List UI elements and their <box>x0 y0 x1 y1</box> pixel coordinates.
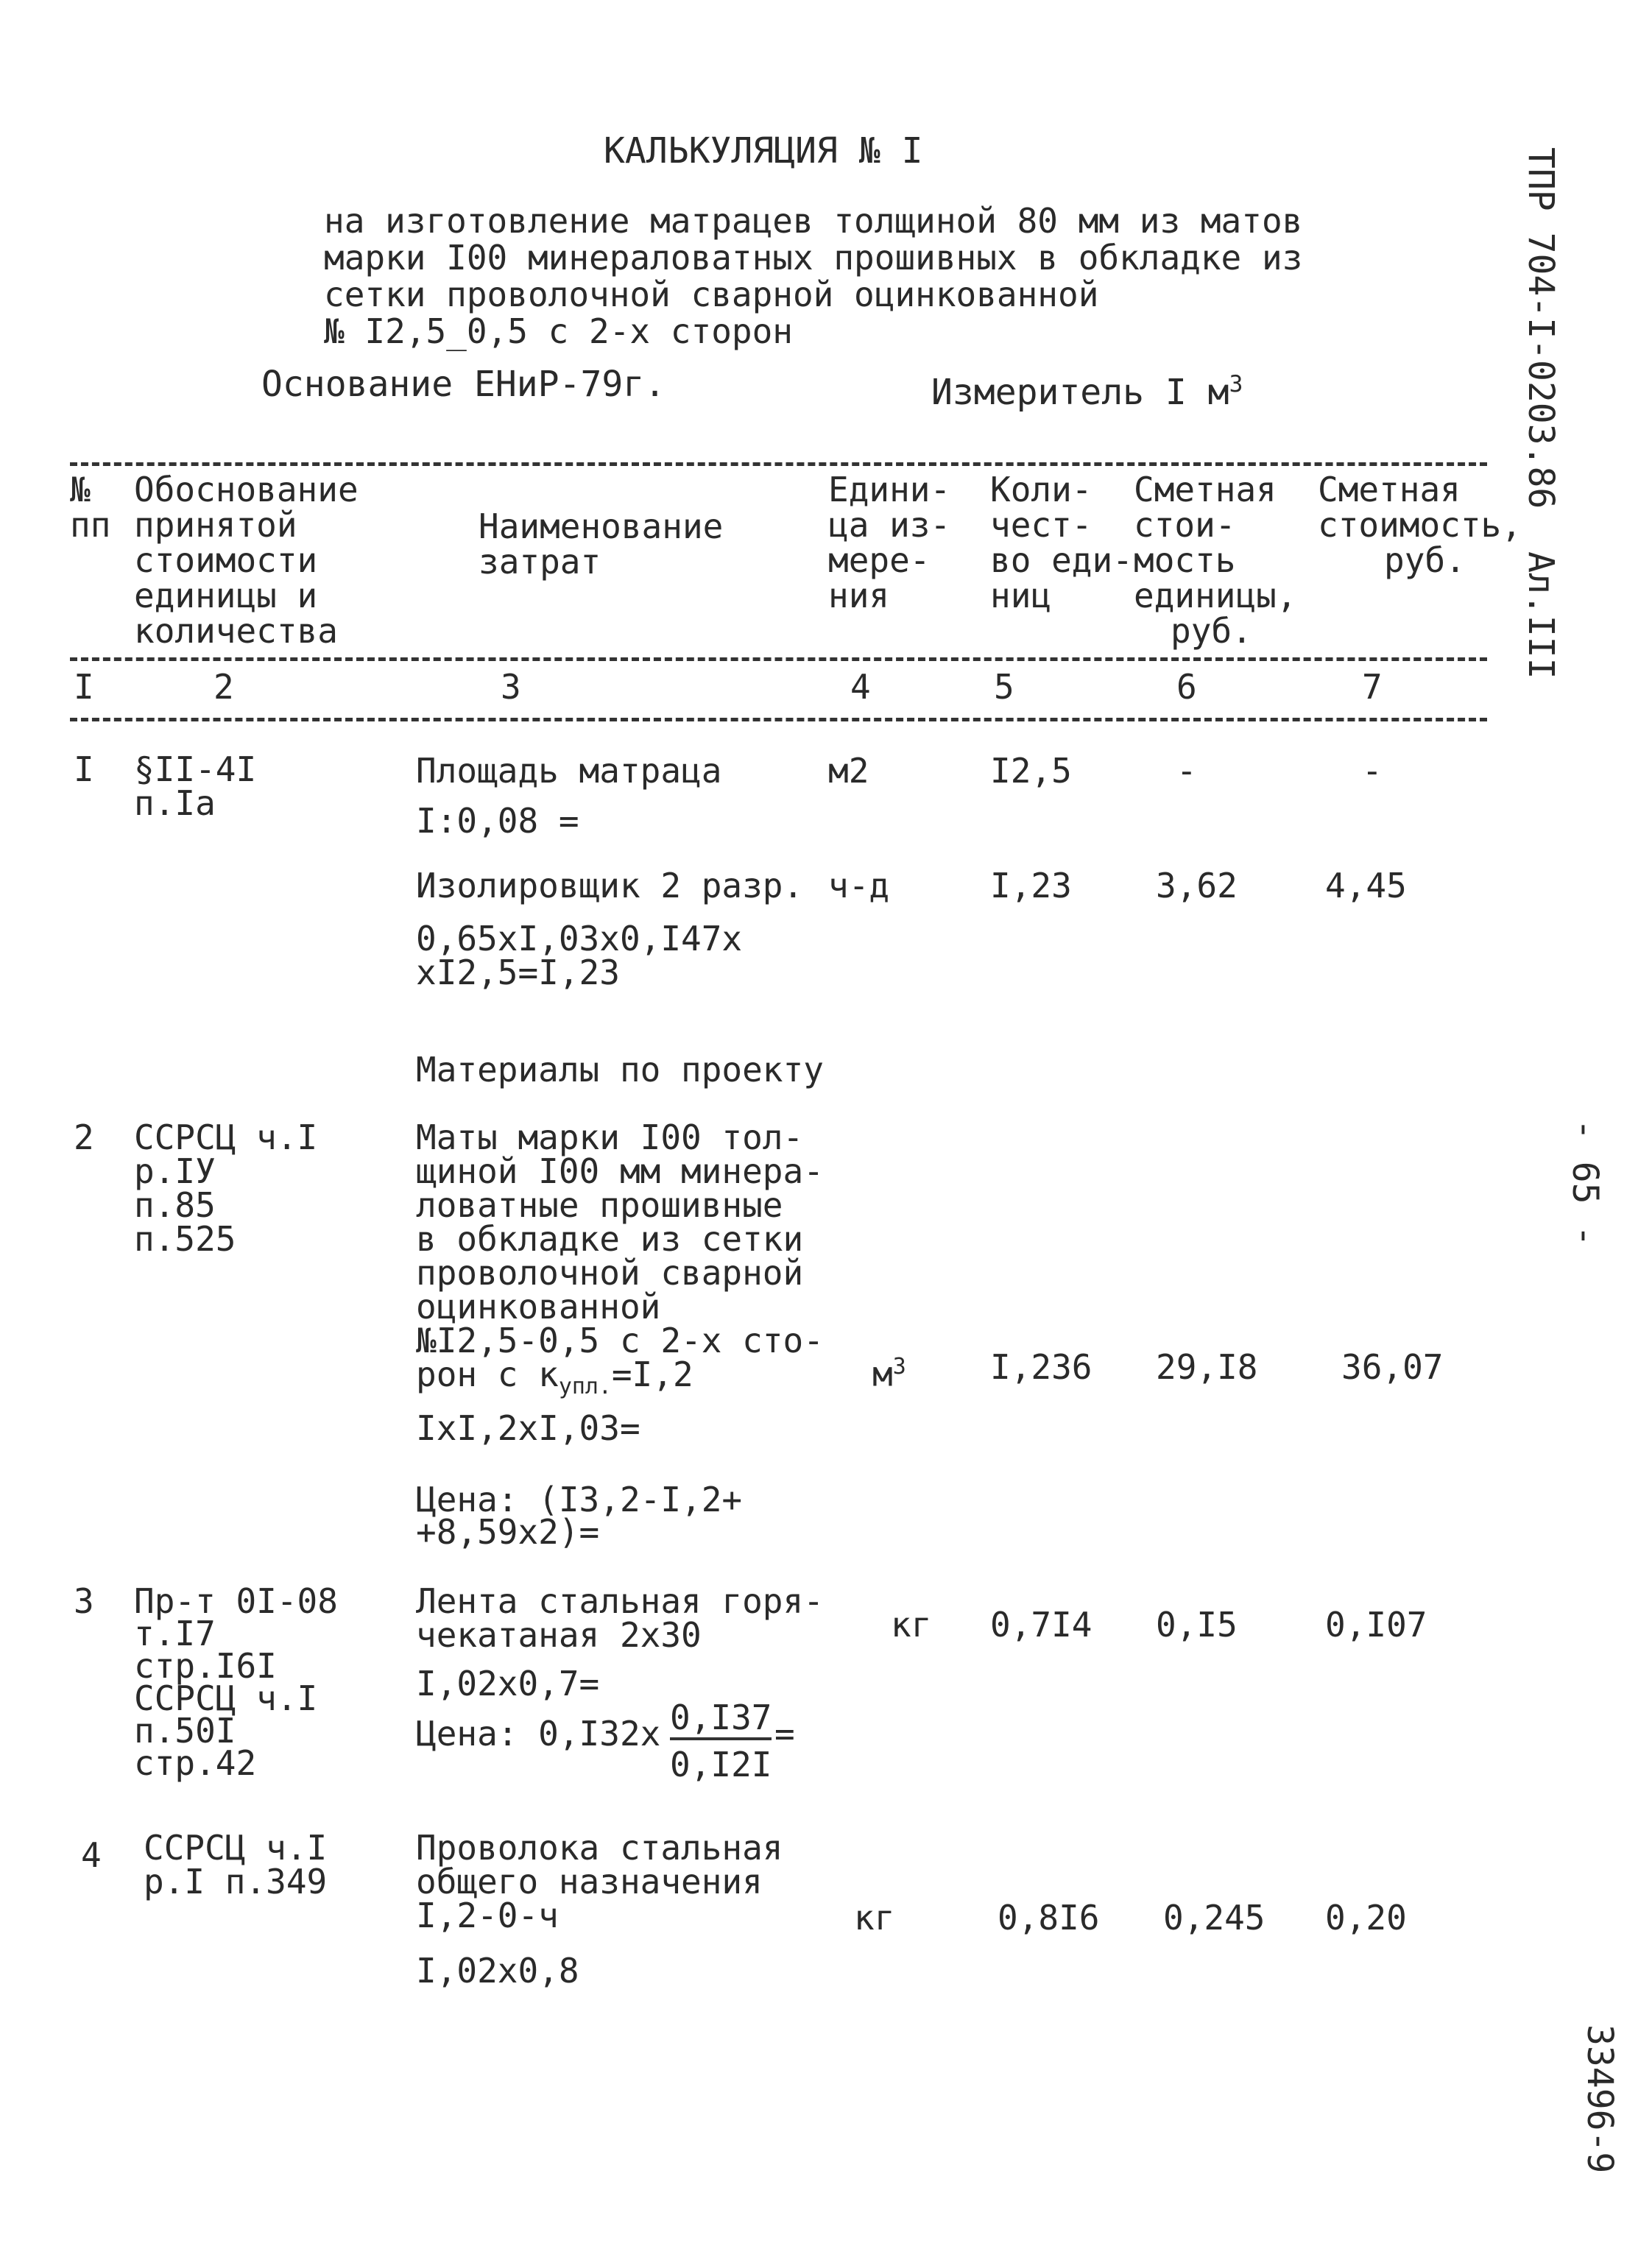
fraction-numerator: 0,I37 <box>670 1699 772 1740</box>
cost-item-name-line: рон с к <box>416 1355 559 1394</box>
row-basis-line: т.I7 <box>134 1614 216 1653</box>
header-cell-line: Сметная <box>1134 470 1277 509</box>
archive-number: 33496-9 <box>1579 2024 1620 2174</box>
row-number: 2 <box>74 1117 94 1157</box>
cost-item-cost: 0,I07 <box>1325 1605 1427 1645</box>
cost-item-name: чекатаная 2х30 <box>416 1615 702 1655</box>
cost-item-name: оцинкованной <box>416 1287 661 1327</box>
row-number: I <box>74 749 94 789</box>
row-basis-line: §II-4I <box>134 749 257 789</box>
header-rule <box>70 657 1487 661</box>
header-cell-line: единицы и <box>134 576 318 615</box>
cost-item-name-k <box>416 1356 693 1405</box>
unit-text: м <box>872 1354 893 1394</box>
unit-power: 3 <box>892 1354 906 1380</box>
compaction-value: =I,2 <box>611 1355 693 1394</box>
row-basis-line: р.IУ <box>134 1151 216 1191</box>
header-cell-line: Обоснование <box>134 470 359 509</box>
subtitle-line: на изготовление матрацев толщиной 80 мм из матов <box>324 201 1303 241</box>
row-basis-line: ССРСЦ ч.I <box>144 1828 328 1868</box>
table-top-rule <box>70 462 1487 466</box>
column-number: 5 <box>994 667 1014 707</box>
cost-item-calc: +8,59х2)= <box>416 1512 600 1552</box>
cost-item-calc: Цена: (I3,2-I,2+ <box>416 1480 743 1519</box>
header-cell-line: пп <box>70 505 111 545</box>
unit-measure-text: Измеритель I м <box>931 372 1229 413</box>
cost-item-name: I,2-0-ч <box>416 1896 559 1935</box>
header-cell-line: принятой <box>134 505 297 545</box>
header-cell-line: единицы, <box>1134 576 1297 615</box>
cost-item-name: Лента стальная горя- <box>416 1581 824 1621</box>
cost-item-calc: Цена: 0,I32х <box>416 1714 661 1754</box>
row-basis-line: п.Iа <box>134 783 216 823</box>
row-basis-line: стр.42 <box>134 1743 257 1783</box>
cost-item-calc: 0,65хI,03х0,I47х <box>416 919 743 958</box>
row-basis-line: п.85 <box>134 1185 216 1225</box>
column-number: 4 <box>850 667 871 707</box>
column-number: I <box>74 667 94 707</box>
header-cell-line: стоимости <box>134 540 318 580</box>
cost-item-cost: 36,07 <box>1341 1347 1444 1387</box>
row-number: 3 <box>74 1581 94 1621</box>
cost-item-unit: кг <box>854 1898 895 1938</box>
header-cell-line: Едини- <box>828 470 951 509</box>
cost-item-unit: кг <box>891 1605 932 1645</box>
header-cell-line: затрат <box>479 542 601 582</box>
cost-item-name: Изолировщик 2 разр. <box>416 866 804 905</box>
cost-item-price: 3,62 <box>1156 866 1238 905</box>
cost-item-cost: 4,45 <box>1325 866 1407 905</box>
row-number: 4 <box>81 1835 102 1875</box>
cost-item-unit: ч-д <box>828 866 890 905</box>
row-basis-line: р.I п.349 <box>144 1862 328 1901</box>
unit-measure-power: 3 <box>1229 371 1243 398</box>
cost-item-qty: I,236 <box>990 1347 1092 1387</box>
row-basis-line: ССРСЦ ч.I <box>134 1117 318 1157</box>
column-number: 2 <box>213 667 234 707</box>
header-cell-line: Наименование <box>479 506 724 546</box>
header-cell-line: мость <box>1134 540 1236 580</box>
header-cell-line: руб. <box>1384 540 1466 580</box>
fraction-denominator: 0,I2I <box>670 1745 772 1784</box>
compaction-subscript: упл. <box>558 1374 612 1400</box>
unit-measure-label <box>931 364 1243 412</box>
cost-item-calc: IхI,2хI,03= <box>416 1408 640 1448</box>
cost-item-name: №I2,5-0,5 с 2-х сто- <box>416 1321 824 1360</box>
header-cell-line: мере- <box>828 540 931 580</box>
page-number: - 65 - <box>1564 1119 1606 1247</box>
row-basis-line: стр.I6I <box>134 1646 277 1686</box>
subtitle-line: сетки проволочной сварной оцинкованной <box>324 275 1099 314</box>
cost-item-price: - <box>1176 751 1197 791</box>
column-number: 3 <box>501 667 521 707</box>
fraction-equals: = <box>774 1714 795 1754</box>
row-basis-line: ССРСЦ ч.I <box>134 1678 318 1718</box>
column-number: 7 <box>1362 667 1383 707</box>
header-cell-line: ца из- <box>828 505 951 545</box>
column-number: 6 <box>1176 667 1197 707</box>
cost-item-price: 0,I5 <box>1156 1605 1238 1645</box>
cost-item-name: общего назначения <box>416 1862 763 1901</box>
subtitle-line: марки I00 минераловатных прошивных в обкладке из <box>324 238 1303 278</box>
basis-label: Основание ЕНиР-79г. <box>261 364 666 405</box>
cost-item-calc: I,02х0,7= <box>416 1664 600 1703</box>
header-cell-line: стоимость, <box>1318 505 1522 545</box>
cost-item-price: 29,I8 <box>1156 1347 1258 1387</box>
header-cell-line: во еди- <box>990 540 1133 580</box>
header-cell-line: Коли- <box>990 470 1092 509</box>
cost-item-name: в обкладке из сетки <box>416 1219 804 1259</box>
subtitle-line: № I2,5_0,5 с 2-х сторон <box>324 311 793 351</box>
cost-item-cost: - <box>1362 751 1383 791</box>
document-code: ТПР 704-I-0203.86 Ал.III <box>1520 147 1561 679</box>
header-cell-line: Сметная <box>1318 470 1461 509</box>
page-title: КАЛЬКУЛЯЦИЯ № I <box>604 130 923 172</box>
row-basis-line: п.525 <box>134 1219 236 1259</box>
header-cell-line: № <box>70 470 91 509</box>
cost-item-name: ловатные прошивные <box>416 1185 783 1225</box>
cost-item-unit: м2 <box>828 751 869 791</box>
header-cell-line: руб. <box>1171 611 1252 651</box>
cost-item-calc: I,02х0,8 <box>416 1951 579 1991</box>
section-heading: Материалы по проекту <box>416 1050 824 1090</box>
header-cell-line: ния <box>828 576 890 615</box>
row-basis-line: п.50I <box>134 1711 236 1751</box>
cost-item-cost: 0,20 <box>1325 1898 1407 1938</box>
cost-item-calc: хI2,5=I,23 <box>416 953 620 992</box>
cost-item-qty: 0,8I6 <box>998 1898 1100 1938</box>
cost-item-calc: I:0,08 = <box>416 801 579 841</box>
header-cell-line: чест- <box>990 505 1092 545</box>
cost-item-qty: 0,7I4 <box>990 1605 1092 1645</box>
cost-item-unit <box>872 1349 906 1392</box>
header-cell-line: количества <box>134 611 338 651</box>
numbers-rule <box>70 718 1487 721</box>
cost-item-name: проволочной сварной <box>416 1253 804 1293</box>
cost-item-name: Маты марки I00 тол- <box>416 1117 804 1157</box>
cost-item-name: щиной I00 мм минера- <box>416 1151 824 1191</box>
cost-item-name: Площадь матраца <box>416 751 722 791</box>
row-basis-line: Пр-т 0I-08 <box>134 1581 338 1621</box>
cost-item-qty: I,23 <box>990 866 1072 905</box>
cost-item-qty: I2,5 <box>990 751 1072 791</box>
header-cell-line: стои- <box>1134 505 1236 545</box>
header-cell-line: ниц <box>990 576 1052 615</box>
cost-item-name: Проволока стальная <box>416 1828 783 1868</box>
cost-item-price: 0,245 <box>1163 1898 1266 1938</box>
